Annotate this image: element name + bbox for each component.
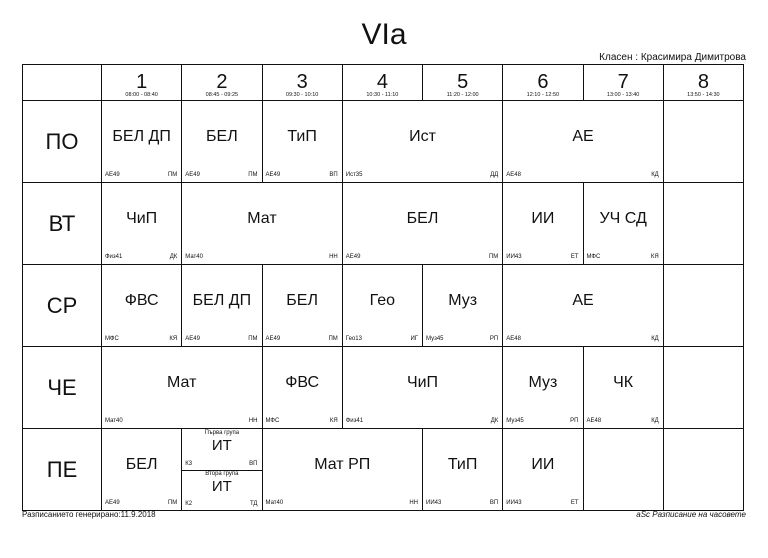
lesson-cell: Гео Гео13 ИГ	[342, 265, 422, 347]
day-row-wed	[23, 265, 744, 347]
lesson-cell: Муз Муз45 РП	[503, 347, 583, 429]
day-row-thu	[23, 347, 744, 429]
period-header-6: 6 12:10 - 12:50	[503, 65, 583, 101]
lesson-cell: УЧ СД МФС КЯ	[583, 183, 663, 265]
lesson-cell: ТиП АЕ49 ВП	[262, 101, 342, 183]
lesson-cell: ИИ ИИ43 ЕТ	[503, 429, 583, 511]
lesson-cell: АЕ АЕ48 КД	[503, 265, 664, 347]
lesson-cell: БЕЛ АЕ49 ПМ	[182, 101, 262, 183]
lesson-cell: Мат Мат40 НН	[102, 347, 263, 429]
day-name: ПЕ	[23, 429, 102, 511]
lesson-cell: БЕЛ АЕ49 ПМ	[262, 265, 342, 347]
lesson-cell: ЧК АЕ48 КД	[583, 347, 663, 429]
day-row-fri	[23, 429, 744, 511]
lesson-cell: АЕ АЕ48 КД	[503, 101, 664, 183]
lesson-cell: Мат РП Мат40 НН	[262, 429, 423, 511]
lesson-cell: Муз Муз45 РП	[423, 265, 503, 347]
empty-cell	[663, 347, 743, 429]
corner-cell	[23, 65, 102, 101]
lesson-cell: БЕЛ ДП АЕ49 ПМ	[102, 101, 182, 183]
lesson-cell: БЕЛ АЕ49 ПМ	[342, 183, 503, 265]
period-header-row	[23, 65, 744, 101]
class-teacher: Класен : Красимира Димитрова	[599, 52, 746, 63]
lesson-cell: ТиП ИИ43 ВП	[423, 429, 503, 511]
day-name: ВТ	[23, 183, 102, 265]
lesson-cell: Ист Ист35 ДД	[342, 101, 503, 183]
lesson-cell: Мат Мат40 НН	[182, 183, 343, 265]
class-title: VIa	[361, 18, 407, 51]
day-row-mon	[23, 101, 744, 183]
lesson-cell: БЕЛ ДП АЕ49 ПМ	[182, 265, 262, 347]
period-header-5: 5 11:20 - 12:00	[423, 65, 503, 101]
lesson-cell: ЧиП Физ41 ДК	[342, 347, 503, 429]
period-header-8: 8 13:50 - 14:30	[663, 65, 743, 101]
lesson-cell: ИИ ИИ43 ЕТ	[503, 183, 583, 265]
lesson-cell: ЧиП Физ41 ДК	[102, 183, 182, 265]
split-lesson-cell	[182, 429, 262, 511]
lesson-cell: ФВС МФС КЯ	[262, 347, 342, 429]
empty-cell	[663, 101, 743, 183]
empty-cell	[663, 183, 743, 265]
software-credit: aSc Разписание на часовете	[636, 510, 746, 519]
period-header-1: 1 08:00 - 08:40	[102, 65, 182, 101]
group-2-lesson: Втора група ИТ К2 ТД	[185, 470, 258, 507]
lesson-cell: ФВС МФС КЯ	[102, 265, 182, 347]
generated-date: Разписанието генерирано:11.9.2018	[22, 510, 156, 519]
empty-cell	[663, 265, 743, 347]
group-1-lesson: Първа група ИТ К3 ВП	[182, 429, 261, 471]
day-name: ЧЕ	[23, 347, 102, 429]
empty-cell	[583, 429, 663, 511]
day-name: СР	[23, 265, 102, 347]
period-header-2: 2 08:45 - 09:25	[182, 65, 262, 101]
day-name: ПО	[23, 101, 102, 183]
timetable	[22, 64, 744, 511]
period-header-4: 4 10:30 - 11:10	[342, 65, 422, 101]
period-header-7: 7 13:00 - 13:40	[583, 65, 663, 101]
empty-cell	[663, 429, 743, 511]
day-row-tue	[23, 183, 744, 265]
period-header-3: 3 09:30 - 10:10	[262, 65, 342, 101]
lesson-cell: БЕЛ АЕ49 ПМ	[102, 429, 182, 511]
